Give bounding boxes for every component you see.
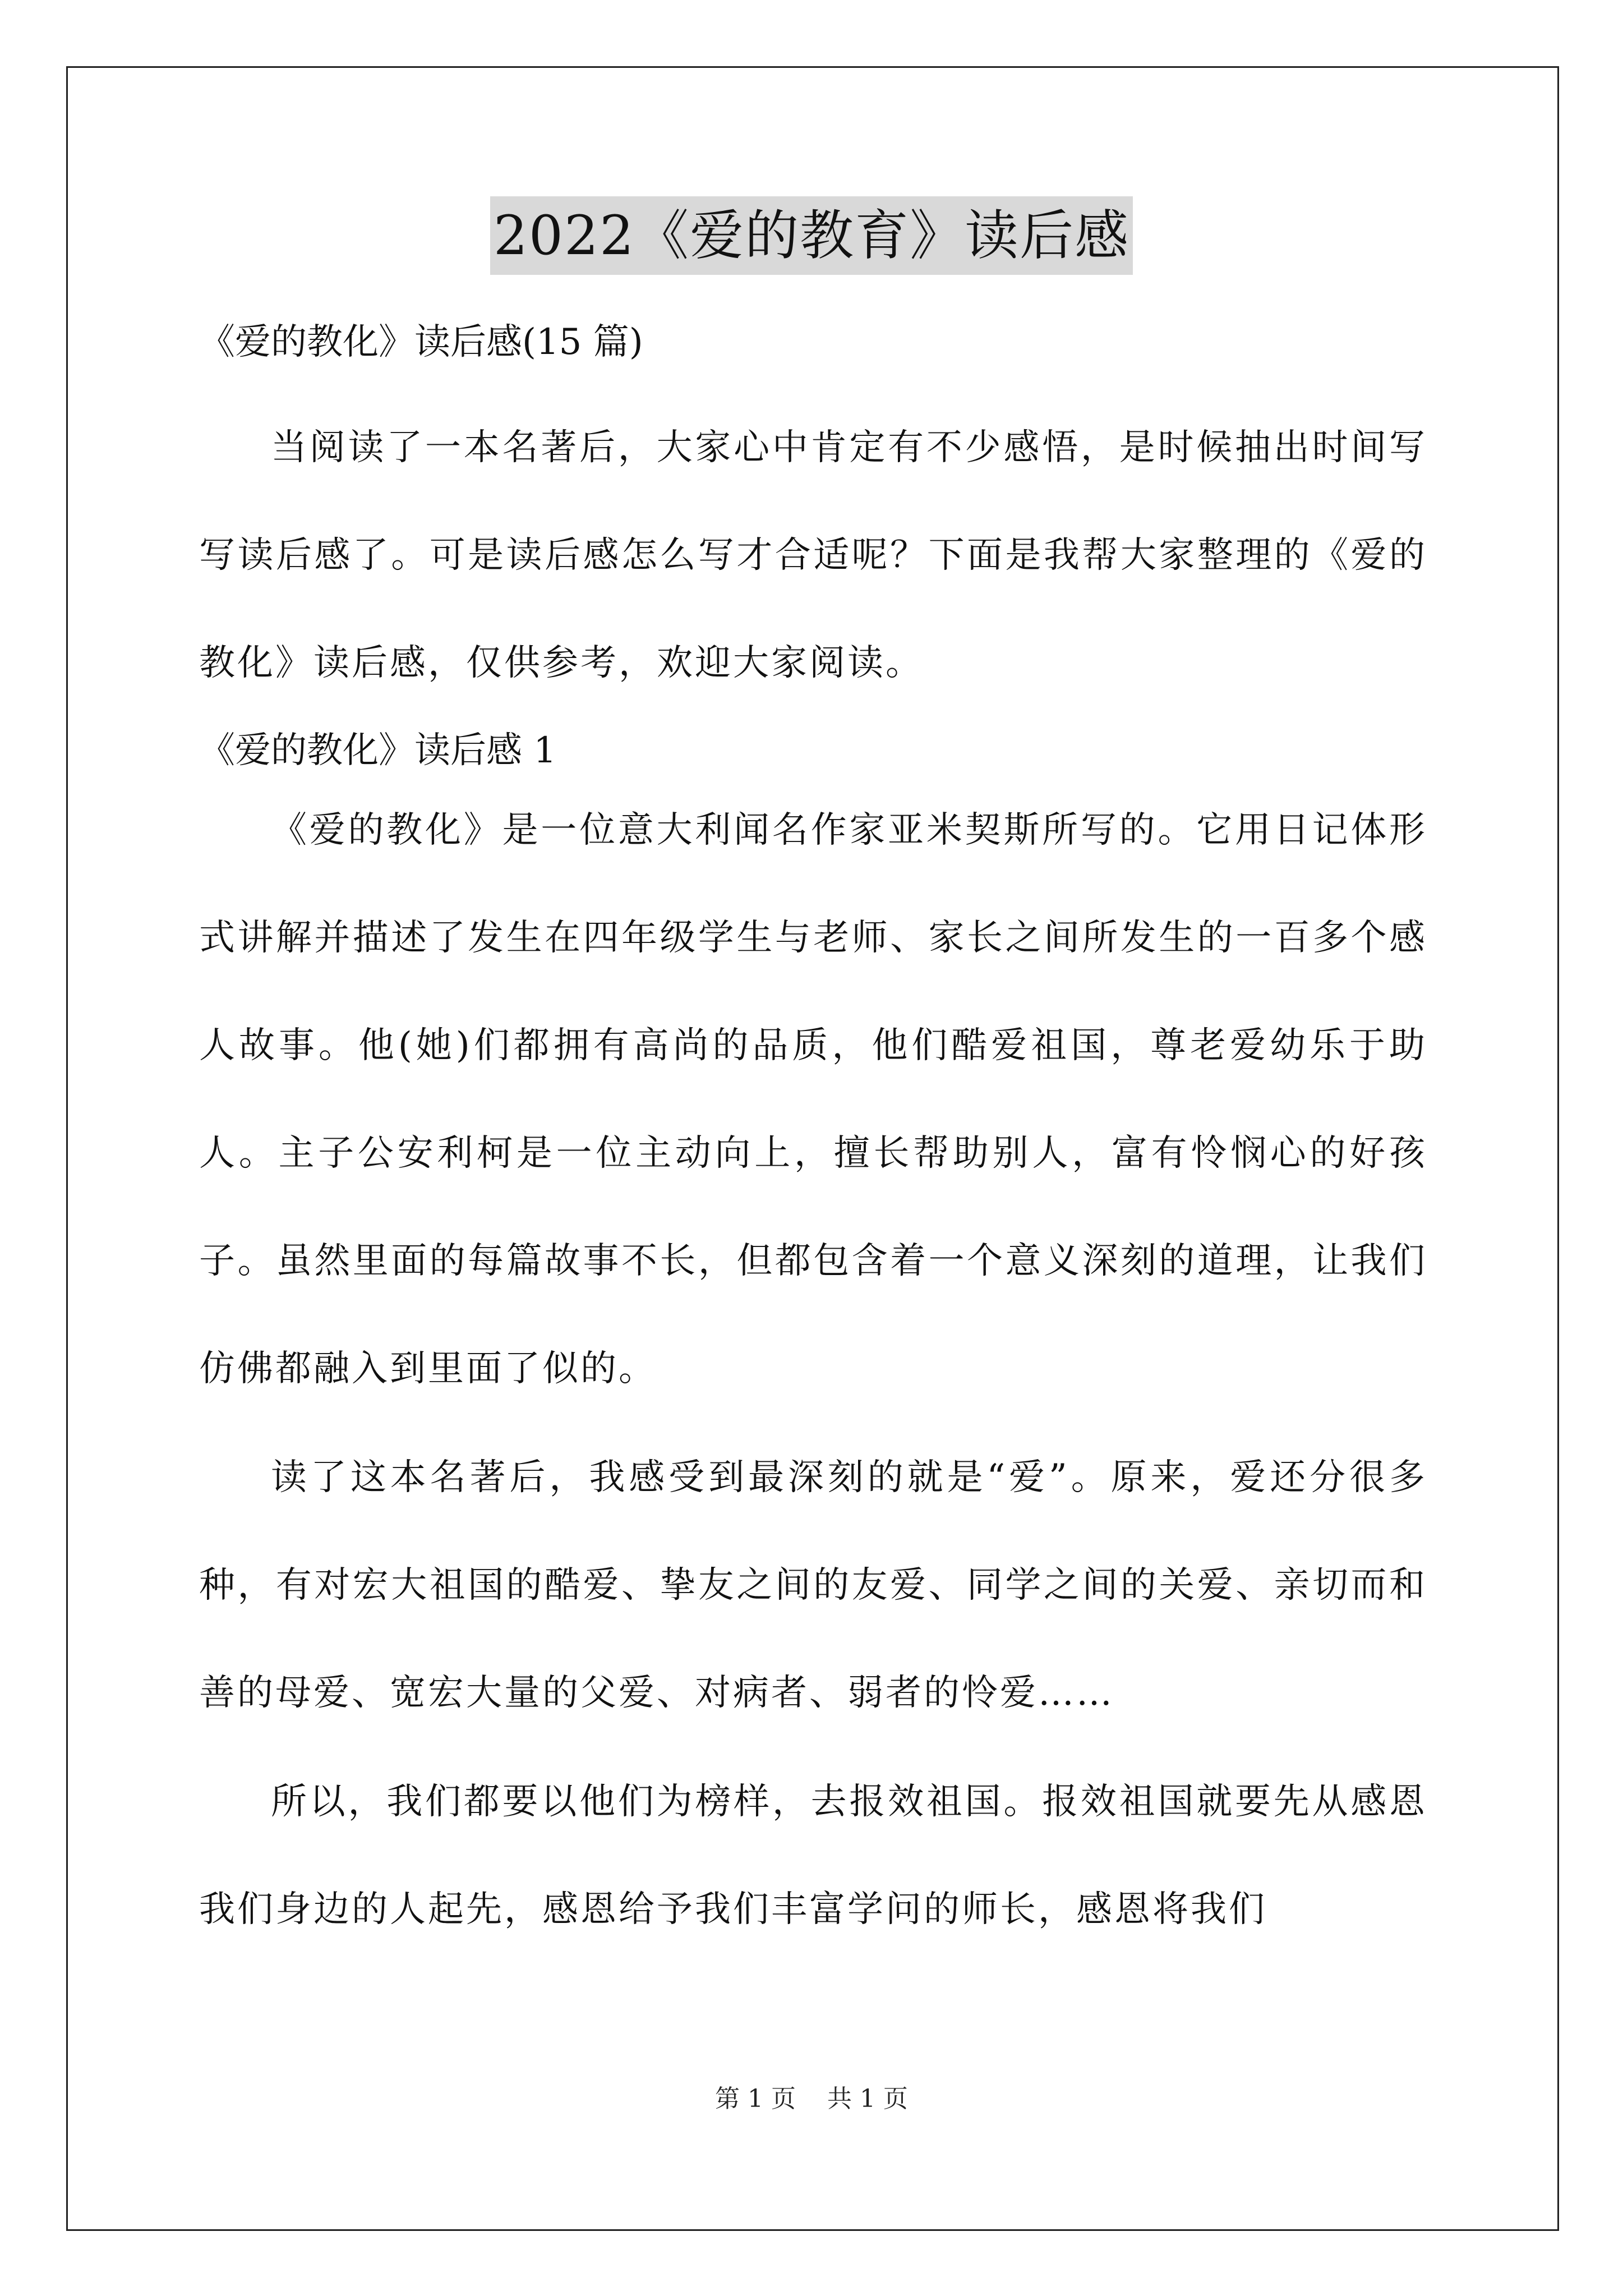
body-paragraph: 《爱的教化》是一位意大利闻名作家亚米契斯所写的。它用日记体形式讲解并描述了发生在四年级学生与老师、家长之间所发生的一百多个感人故事。他(她)们都拥有高尚的品质，他们酷爱祖国，尊老爱幼乐于助人。主子公安利柯是一位主动向上，擅长帮助别人，富有怜悯心的好孩子。虽然里面的每篇故事不长，但都包含着一个意义深刻的道理，让我们仿佛都融入到里面了似的。 — [199, 809, 1427, 1389]
document-body — [199, 314, 1427, 1964]
document-title: 2022《爱的教育》读后感 — [490, 196, 1133, 275]
section-heading: 《爱的教化》读后感 1 — [199, 730, 557, 771]
page-footer: 第 1 页 共 1 页 — [715, 2085, 908, 2113]
intro-paragraph: 当阅读了一本名著后，大家心中肯定有不少感悟，是时候抽出时间写写读后感了。可是读后感怎么写才合适呢？下面是我帮大家整理的《爱的教化》读后感，仅供参考，欢迎大家阅读。 — [199, 427, 1427, 684]
body-paragraph: 所以，我们都要以他们为榜样，去报效祖国。报效祖国就要先从感恩我们身边的人起先，感恩给予我们丰富学问的师长，感恩将我们 — [199, 1781, 1427, 1930]
title-container — [0, 196, 1623, 275]
document-subtitle: 《爱的教化》读后感(15 篇) — [199, 321, 643, 363]
body-paragraph: 读了这本名著后，我感受到最深刻的就是“爱”。原来，爱还分很多种，有对宏大祖国的酷爱、挚友之间的友爱、同学之间的关爱、亲切而和善的母爱、宽宏大量的父爱、对病者、弱者的怜爱…… — [199, 1457, 1427, 1714]
